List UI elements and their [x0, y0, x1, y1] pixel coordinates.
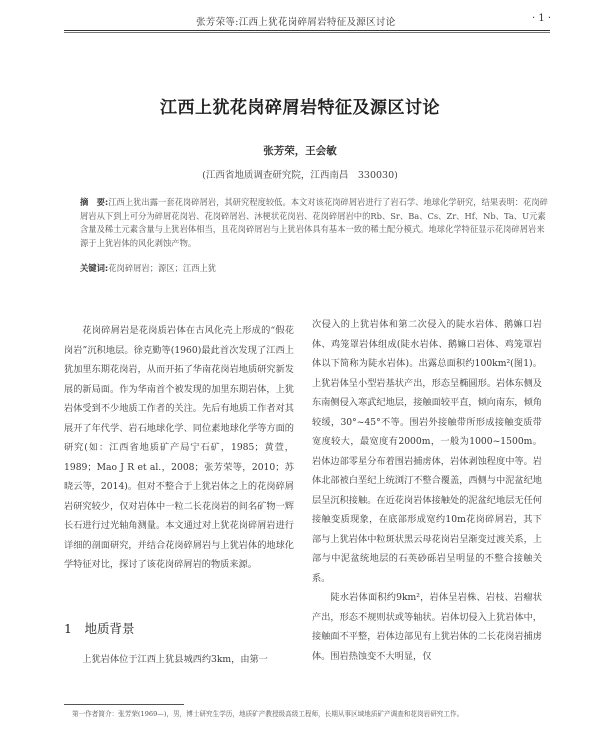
left-column-section	[64, 650, 294, 670]
abstract	[80, 196, 550, 250]
right-paragraph-1: 次侵入的上犹岩体和第二次侵入的陡水岩体、鹅嫲口岩体、鸡笼罩岩体组成(陡水岩体、鹅嫲口岩体、鸡笼罩岩体以下简称为陡水岩体)。出露总面积约100km²(图1)。上犹岩体呈小型岩基状产出，形态呈椭圆形。岩体东侧及东南侧侵入寒武纪地层，接触面较平直，倾向南东，倾角较缓，30°~45°不等。围岩外接触带所形成接触变质带宽度较大，最宽度有2000m，一般为1000~1500m。岩体边部零星分布着围岩捕虏体，岩体剥蚀程度中等。岩体北部被白垩纪上统浏汀不整合覆盖，西侧与中泥盆纪地层呈沉积接触。在近花岗岩体接触处的泥盆纪地层无任何接触变质现象，在底部形成宽约10m花岗碎屑岩，其下部与上犹岩体中粒斑状黑云母花岗岩呈渐变过渡关系，上部与中泥盆统地层的石英砂砾岩呈明显的不整合接触关系。	[312, 319, 542, 584]
paper-title: 江西上犹花岗碎屑岩特征及源区讨论	[160, 98, 440, 118]
affiliation: (江西省地质调查研究院，江西南昌 330030)	[202, 170, 398, 181]
header-rule	[64, 30, 550, 31]
page-number: · 1 ·	[532, 13, 552, 24]
abstract-text: 江西上犹出露一套花岗碎屑岩，其研究程度较低。本文对该花岗碎屑岩进行了岩石学、地球化学研究，结果表明：花岗碎屑岩从下到上可分为碎屑花岗岩、花岗碎屑岩、沐梗状花岗岩、花岗碎屑岩中的Rb、Sr、Ba、Cs、Zr、Hf、Nb、Ta、U元素含量及稀土元素含量与上犹岩体相当，且花岗碎屑岩与上犹岩体具有基本一致的稀土配分模式。地球化学特征显示花岗碎屑岩来源于上犹岩体的风化剥蚀产物。	[80, 197, 548, 248]
section-heading: 1 地质背景	[64, 621, 135, 636]
right-column	[312, 315, 542, 666]
intro-paragraph: 花岗碎屑岩是花岗质岩体在古风化壳上形成的“假花岗岩”沉积地层。徐克勤等(1960)最此首次发现了江西上犹加里东期花岗岩，从而开拓了华南花岗岩地质研究新发展的新局面。作为华南首个被发现的加里东期岩体，上犹岩体受到不少地质工作者的关注。先后有地质工作者对其展开了年代学、岩石地球化学、同位素地球化学等方面的研究(如：江西省地质矿产局宁石矿，1985；黄萱，1989；Mao J R et al.，2008；张芳荣等，2010；苏晓云等，2014)。但对不整合于上犹岩体之上的花岗碎屑岩研究较少，仅对岩体中一粒二长花岗岩的间名矿物一辉长石进行过光轴角测量。本文通过对上犹花岗碎屑岩进行详细的剖面研究，并结合花岗碎屑岩与上犹岩体的地球化学特征对比，探讨了该花岗碎屑岩的物质来源。	[64, 325, 294, 570]
footnote-rule	[64, 704, 184, 705]
keywords	[80, 262, 550, 274]
running-header	[0, 0, 600, 30]
right-paragraph-2: 陡水岩体面积约9km²，岩体呈岩株、岩枝、岩瘤状产出，形态不规则状或等轴状。岩体切侵入上犹岩体中，接触面不平整，岩体边部见有上犹岩体的二长花岗岩捕虏体。围岩热蚀变不大明显，仅	[312, 592, 542, 662]
keywords-text: 花岗碎屑岩；源区；江西上犹	[108, 263, 217, 273]
keywords-label: 关键词:	[80, 263, 109, 273]
authors: 张芳荣，王会敏	[263, 145, 337, 157]
author-footnote: 第一作者简介：张芳荣(1969—)，男，博士研究生学历，地质矿产教授级高级工程师，长期从事区域地质矿产调查和花岗岩研究工作。	[72, 710, 464, 718]
header-rule-thin	[64, 32, 550, 33]
abstract-label: 摘 要:	[80, 197, 109, 207]
running-title: 张芳荣等:江西上犹花岗碎屑岩特征及源区讨论	[196, 17, 396, 28]
left-column	[64, 321, 294, 575]
section-paragraph: 上犹岩体位于江西上犹县城西约3km，由第一	[82, 654, 268, 665]
